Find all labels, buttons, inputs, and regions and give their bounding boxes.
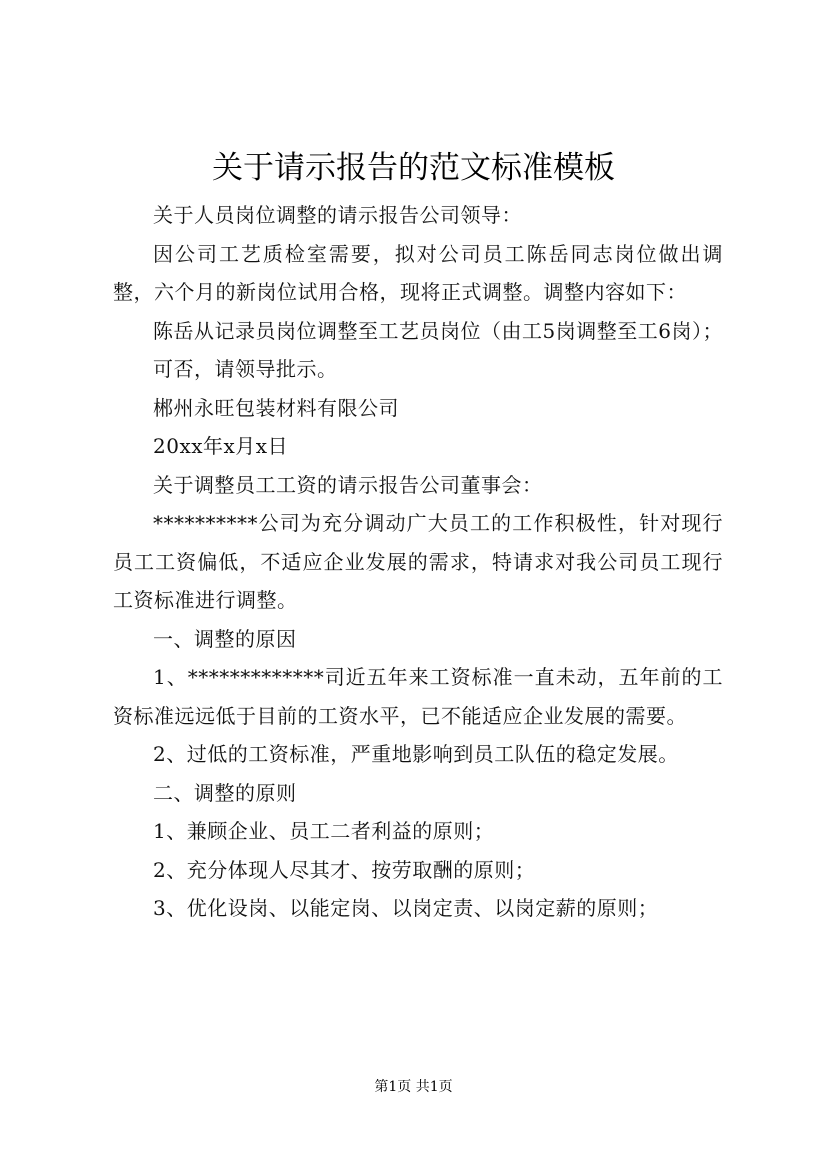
paragraph-5: 郴州永旺包装材料有限公司 [153, 395, 399, 420]
document-body [113, 196, 723, 928]
paragraph-10: 1、*************司近五年来工资标准一直未动，五年前的工资标准远远低于目前的工资水平，已不能适应企业发展的需要。 [113, 665, 723, 728]
paragraph-4: 可否，请领导批示。 [153, 357, 338, 381]
paragraph-6: 20xx年x月x日 [153, 434, 289, 458]
paragraph-3: 陈岳从记录员岗位调整至工艺员岗位（由工5岗调整至工6岗）； [153, 318, 723, 343]
paragraph-11: 2、过低的工资标准，严重地影响到员工队伍的稳定发展。 [153, 742, 679, 766]
paragraph-1: 关于人员岗位调整的请示报告公司领导： [153, 203, 522, 227]
document-title: 关于请示报告的范文标准模板 [212, 150, 615, 186]
paragraph-7: 关于调整员工工资的请示报告公司董事会： [153, 472, 543, 497]
paragraph-12: 二、调整的原则 [153, 780, 297, 805]
paragraph-2: 因公司工艺质检室需要，拟对公司员工陈岳同志岗位做出调整，六个月的新岗位试用合格，现将正式调整。调整内容如下： [113, 241, 723, 304]
paragraph-15: 3、优化设岗、以能定岗、以岗定责、以岗定薪的原则； [153, 896, 659, 920]
paragraph-13: 1、兼顾企业、员工二者利益的原则； [153, 819, 495, 843]
page-footer: 第1页 共1页 [374, 1079, 453, 1095]
paragraph-9: 一、调整的原因 [153, 626, 297, 651]
paragraph-14: 2、充分体现人尽其才、按劳取酬的原则； [153, 857, 536, 882]
paragraph-8: **********公司为充分调动广大员工的工作积极性，针对现行员工工资偏低，不适应企业发展的需求，特请求对我公司员工现行工资标准进行调整。 [113, 511, 723, 612]
